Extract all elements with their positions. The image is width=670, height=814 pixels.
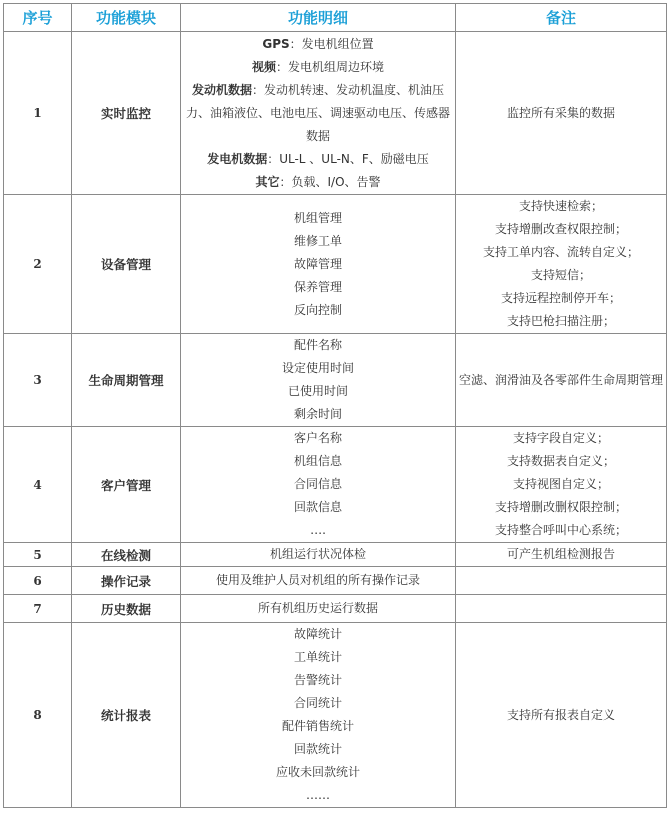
detail-line: 合同信息 <box>293 477 342 491</box>
table-header-row <box>4 4 667 32</box>
row-note: 支持所有报表自定义 <box>456 623 667 808</box>
row-module: 实时监控 <box>72 32 181 195</box>
detail-line: …. <box>310 523 326 537</box>
table-row <box>4 543 667 567</box>
row-module: 生命周期管理 <box>72 334 181 427</box>
row-note <box>456 427 667 543</box>
row-note <box>456 567 667 595</box>
detail-line: 工单统计 <box>293 650 342 664</box>
table-row <box>4 32 667 195</box>
detail-key: 发电机数据 <box>207 151 268 166</box>
row-detail <box>181 334 456 427</box>
detail-value: ：UL-L 、UL-N、F、励磁电压 <box>267 151 429 166</box>
row-note: 监控所有采集的数据 <box>456 32 667 195</box>
detail-value: ：发动机转速、发动机温度、机油压力、油箱液位、电池电压、调速驱动电压、传感器数据 <box>185 82 450 143</box>
table-row <box>4 595 667 623</box>
row-module: 在线检测 <box>72 543 181 567</box>
detail-key: 发动机数据 <box>191 82 252 97</box>
table-row <box>4 195 667 334</box>
detail-line: 设定使用时间 <box>281 361 354 375</box>
detail-line: 合同统计 <box>293 696 342 710</box>
row-module: 统计报表 <box>72 623 181 808</box>
table-row <box>4 623 667 808</box>
table-row <box>4 334 667 427</box>
header-detail: 功能明细 <box>181 4 456 32</box>
detail-line: 已使用时间 <box>287 384 348 398</box>
note-line: 支持工单内容、流转自定义； <box>482 245 639 259</box>
row-seq: 2 <box>4 195 72 334</box>
detail-line <box>181 56 455 79</box>
row-note <box>456 595 667 623</box>
row-detail: 使用及维护人员对机组的所有操作记录 <box>181 567 456 595</box>
detail-line: 维修工单 <box>293 233 342 248</box>
row-module: 历史数据 <box>72 595 181 623</box>
row-detail <box>181 32 456 195</box>
detail-line: 保养管理 <box>293 279 342 294</box>
header-note: 备注 <box>456 4 667 32</box>
row-note <box>456 195 667 334</box>
note-line: 支持视图自定义； <box>512 477 609 491</box>
note-line: 支持增删改删权限控制； <box>494 500 627 514</box>
function-spec-table <box>3 3 667 808</box>
row-note: 空滤、润滑油及各零部件生命周期管理 <box>456 334 667 427</box>
table-row <box>4 427 667 543</box>
detail-line: 机组信息 <box>293 454 342 468</box>
detail-line: 配件名称 <box>293 338 342 352</box>
note-line: 支持增删改查权限控制； <box>494 222 627 236</box>
header-module: 功能模块 <box>72 4 181 32</box>
detail-line: …… <box>306 788 330 802</box>
row-detail <box>181 195 456 334</box>
row-module: 客户管理 <box>72 427 181 543</box>
detail-line: 剩余时间 <box>293 407 342 421</box>
row-seq: 1 <box>4 32 72 195</box>
row-seq: 3 <box>4 334 72 427</box>
detail-line <box>181 148 455 171</box>
detail-line: 故障管理 <box>293 256 342 271</box>
table-row <box>4 567 667 595</box>
row-seq: 4 <box>4 427 72 543</box>
row-note: 可产生机组检测报告 <box>456 543 667 567</box>
row-seq: 6 <box>4 567 72 595</box>
detail-key: 其它 <box>255 174 280 189</box>
row-module: 设备管理 <box>72 195 181 334</box>
detail-line: 故障统计 <box>293 627 342 641</box>
row-seq: 7 <box>4 595 72 623</box>
detail-value: ：发电机组周边环境 <box>276 59 385 74</box>
detail-line: 机组管理 <box>293 210 342 225</box>
note-line: 支持远程控制停开车； <box>500 291 621 305</box>
detail-line: 配件销售统计 <box>281 719 354 733</box>
note-line: 支持字段自定义； <box>512 431 609 445</box>
detail-value: ：负载、I/O、告警 <box>279 174 381 189</box>
header-seq: 序号 <box>4 4 72 32</box>
row-module: 操作记录 <box>72 567 181 595</box>
row-detail: 机组运行状况体检 <box>181 543 456 567</box>
detail-line: 告警统计 <box>293 673 342 687</box>
note-line: 支持整合呼叫中心系统； <box>494 523 627 537</box>
detail-line: 回款信息 <box>293 500 342 514</box>
note-line: 支持数据表自定义； <box>506 454 615 468</box>
detail-line: 回款统计 <box>293 742 342 756</box>
detail-line: 反向控制 <box>293 302 342 317</box>
detail-key: 视频 <box>251 59 276 74</box>
row-seq: 8 <box>4 623 72 808</box>
row-seq: 5 <box>4 543 72 567</box>
detail-line <box>181 171 455 194</box>
row-detail: 所有机组历史运行数据 <box>181 595 456 623</box>
note-line: 支持巴枪扫描注册； <box>506 314 615 328</box>
detail-line <box>181 33 455 56</box>
note-line: 支持快速检索； <box>518 199 603 213</box>
detail-key: GPS <box>262 36 290 51</box>
detail-line: 应收未回款统计 <box>275 765 360 779</box>
detail-line <box>181 79 455 148</box>
detail-value: ：发电机组位置 <box>289 36 374 51</box>
note-line: 支持短信； <box>530 268 591 282</box>
row-detail <box>181 427 456 543</box>
detail-line: 客户名称 <box>293 431 342 445</box>
row-detail <box>181 623 456 808</box>
